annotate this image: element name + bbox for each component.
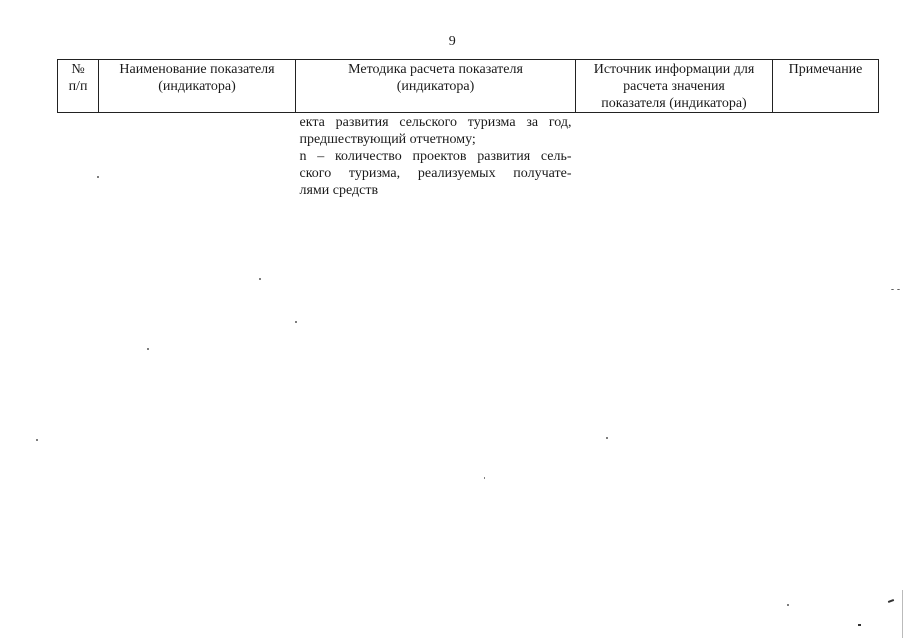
scan-edge-mark [888,599,894,603]
header-information-source [576,60,773,113]
indicator-table [57,59,879,199]
cell-number [58,113,99,200]
method-line: n – количество проектов развития сель- [299,149,572,164]
scan-edge-mark [902,590,903,638]
cell-note [773,113,879,200]
method-line: лями средств [299,183,379,198]
table-header-row [58,60,879,113]
scan-speck [606,437,608,439]
scan-speck [787,604,789,606]
scan-speck [147,348,149,350]
scan-edge-mark [858,624,861,626]
cell-indicator-name [99,113,296,200]
header-indicator-name-text: Наименование показателя (индикатора) [119,62,275,94]
method-line: екта развития сельского туризма за год, [299,115,572,130]
header-note-text: Примечание [788,62,863,77]
cell-information-source [576,113,773,200]
scan-speck [97,176,99,178]
scan-speck [891,289,894,290]
scan-speck [897,289,900,290]
method-line: ского туризма, реализуемых получате- [299,166,572,181]
scan-speck [484,477,485,479]
header-note [773,60,879,113]
header-indicator-name [99,60,296,113]
header-calculation-method [296,60,576,113]
scan-speck [259,278,261,280]
header-number-text: № п/п [68,62,88,94]
scan-speck [36,439,38,441]
page-number: 9 [448,34,457,49]
header-calculation-method-text: Методика расчета показателя (индикатора) [348,62,523,94]
header-information-source-text: Источник информации для расчета значения показателя (индикатора) [593,62,755,111]
header-number [58,60,99,113]
method-line: предшествующий отчетному; [299,132,476,147]
method-text [300,114,572,199]
table-row [58,113,879,200]
cell-calculation-method [296,113,576,200]
scan-speck [295,321,297,323]
